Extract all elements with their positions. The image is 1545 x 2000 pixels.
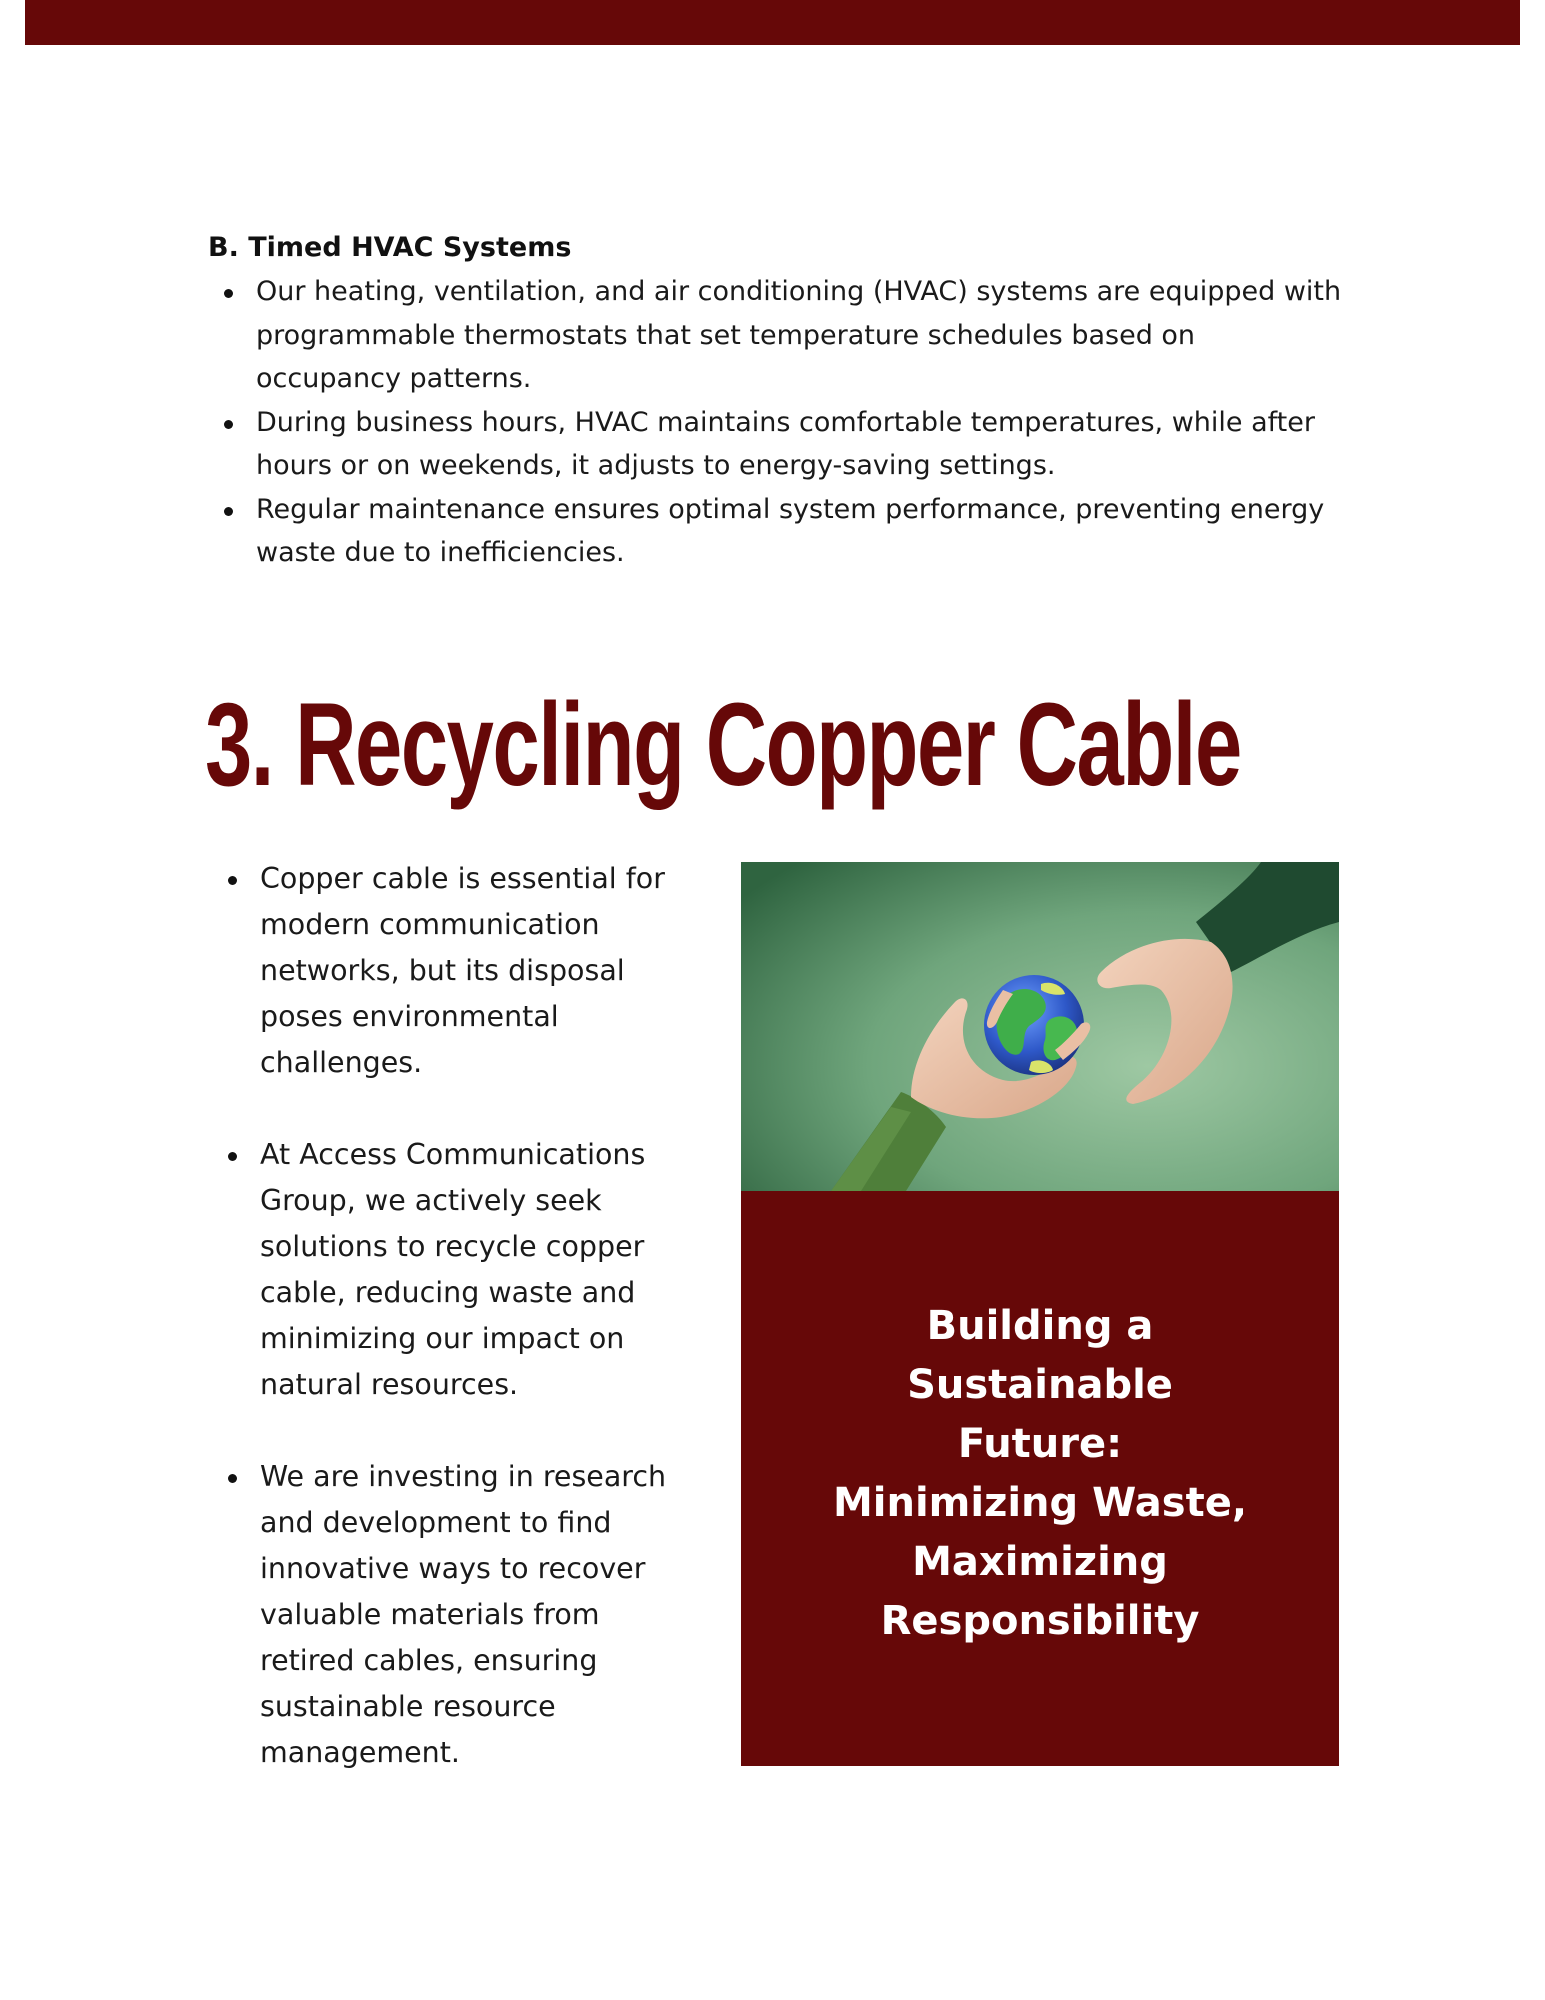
bullet-icon xyxy=(224,289,233,298)
section-timed-hvac xyxy=(208,230,1348,575)
copper-cable-bullets xyxy=(212,856,702,1822)
hands-holding-globe-photo xyxy=(741,862,1339,1191)
bullet-icon xyxy=(224,507,233,516)
copper-bullet-list xyxy=(212,856,702,1776)
list-item xyxy=(208,270,1348,401)
list-item xyxy=(212,1454,702,1776)
hvac-bullet-list xyxy=(208,270,1348,575)
callout-box xyxy=(741,1191,1339,1766)
callout-text: Building a Sustainable Future: Minimizing Waste, Maximizing Responsibility xyxy=(832,1302,1248,1644)
list-item-text: Copper cable is essential for modern communication networks, but its disposal poses environmental challenges. xyxy=(260,862,665,1079)
list-item xyxy=(208,488,1348,575)
list-item-text: During business hours, HVAC maintains comfortable temperatures, while after hours or on weekends, it adjusts to energy-saving settings. xyxy=(256,406,1315,481)
list-item xyxy=(212,856,702,1086)
bullet-icon xyxy=(224,420,233,429)
list-item-text: We are investing in research and development to find innovative ways to recover valuable materials from retired cables, ensuring sustainable resource management. xyxy=(260,1460,667,1769)
list-item-text: Our heating, ventilation, and air conditioning (HVAC) systems are equipped with programmable thermostats that set temperature schedules based on occupancy patterns. xyxy=(256,276,1342,394)
section-b-title: B. Timed HVAC Systems xyxy=(208,232,572,263)
globe-photo-illustration xyxy=(741,862,1339,1191)
list-item xyxy=(212,1132,702,1408)
header-accent-bar xyxy=(25,0,1520,45)
list-item-text: At Access Communications Group, we actively seek solutions to recycle copper cable, reducing waste and minimizing our impact on natural resources. xyxy=(260,1138,646,1401)
bullet-icon xyxy=(228,1474,237,1483)
bullet-icon xyxy=(228,1152,237,1161)
list-item xyxy=(208,401,1348,488)
callout-card xyxy=(741,862,1339,1766)
section-3-heading: 3. Recycling Copper Cable xyxy=(205,679,1241,811)
list-item-text: Regular maintenance ensures optimal system performance, preventing energy waste due to inefficiencies. xyxy=(256,493,1325,568)
bullet-icon xyxy=(228,876,237,885)
